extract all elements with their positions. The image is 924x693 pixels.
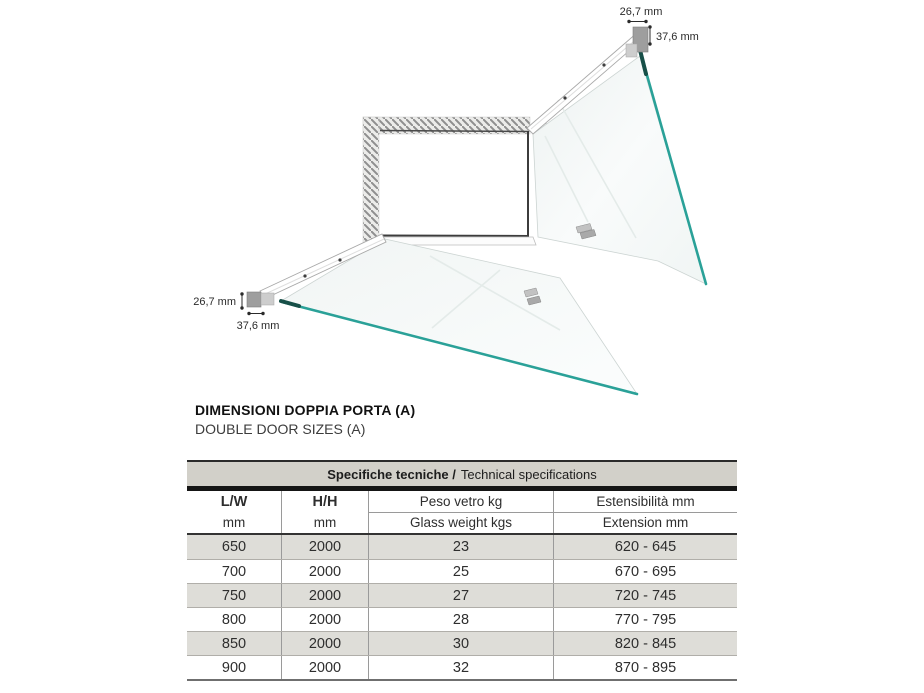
cell-lw: 800: [221, 611, 247, 628]
left-door: [247, 234, 637, 394]
header-col-weight: [368, 491, 553, 533]
header-col-lw: [187, 491, 281, 533]
left-door-pivot-block: [247, 292, 261, 307]
header-unit: mm: [313, 515, 337, 530]
header-col-hh: [281, 491, 368, 533]
table-header: [187, 491, 737, 535]
cell-weight: 25: [368, 560, 553, 583]
right-door-glass: [533, 56, 706, 284]
table-row: [187, 583, 737, 607]
table-row: [187, 559, 737, 583]
cell-extension: 720 - 745: [553, 584, 737, 607]
cell-hh: 2000: [281, 560, 368, 583]
header-label: Peso vetro kg: [419, 493, 503, 509]
left-door-pivot-block-cap: [261, 293, 274, 305]
header-label-en: Glass weight kgs: [369, 512, 553, 533]
spec-table-title-regular: Technical specifications: [460, 466, 597, 482]
cell-lw: 850: [221, 635, 247, 652]
table-row: [187, 631, 737, 655]
cell-hh: 2000: [281, 584, 368, 607]
table-row: [187, 607, 737, 631]
dimension-label: 26,7 mm: [193, 296, 236, 308]
title-english: DOUBLE DOOR SIZES (A): [195, 421, 366, 437]
header-col-extension: [553, 491, 737, 533]
dimension-label: 37,6 mm: [656, 31, 699, 43]
right-door-pivot-block-cap: [626, 44, 637, 57]
header-label: H/H: [312, 493, 338, 510]
cell-weight: 27: [368, 584, 553, 607]
cell-hh: 2000: [281, 656, 368, 679]
cell-weight: 32: [368, 656, 553, 679]
cell-extension: 770 - 795: [553, 608, 737, 631]
header-unit: mm: [222, 515, 246, 530]
cell-extension: 870 - 895: [553, 656, 737, 679]
cell-extension: 820 - 845: [553, 632, 737, 655]
header-label: L/W: [220, 493, 248, 510]
right-door: [527, 27, 706, 284]
dimension-label: 26,7 mm: [619, 6, 663, 18]
cell-extension: 620 - 645: [553, 535, 737, 559]
cell-weight: 30: [368, 632, 553, 655]
cell-lw: 900: [221, 659, 247, 676]
spec-table-title: [187, 460, 737, 486]
cell-weight: 28: [368, 608, 553, 631]
title-italian: DIMENSIONI DOPPIA PORTA (A): [195, 402, 416, 418]
header-label-en: Extension mm: [554, 512, 737, 533]
header-label: Estensibilità mm: [596, 493, 695, 509]
cell-hh: 2000: [281, 535, 368, 559]
table-row: [187, 535, 737, 559]
cell-hh: 2000: [281, 608, 368, 631]
cell-hh: 2000: [281, 632, 368, 655]
cell-lw: 750: [221, 587, 247, 604]
table-row: [187, 655, 737, 679]
opening-frame: [380, 120, 556, 245]
table-body: [187, 535, 737, 681]
spec-table-title-bold: Specifiche tecniche /: [327, 466, 456, 482]
dimension-label: 37,6 mm: [236, 320, 280, 332]
cell-weight: 23: [368, 535, 553, 559]
section-title: [195, 401, 415, 439]
cell-lw: 650: [221, 539, 247, 555]
spec-table: [187, 460, 737, 681]
cell-extension: 670 - 695: [553, 560, 737, 583]
cell-lw: 700: [221, 563, 247, 580]
